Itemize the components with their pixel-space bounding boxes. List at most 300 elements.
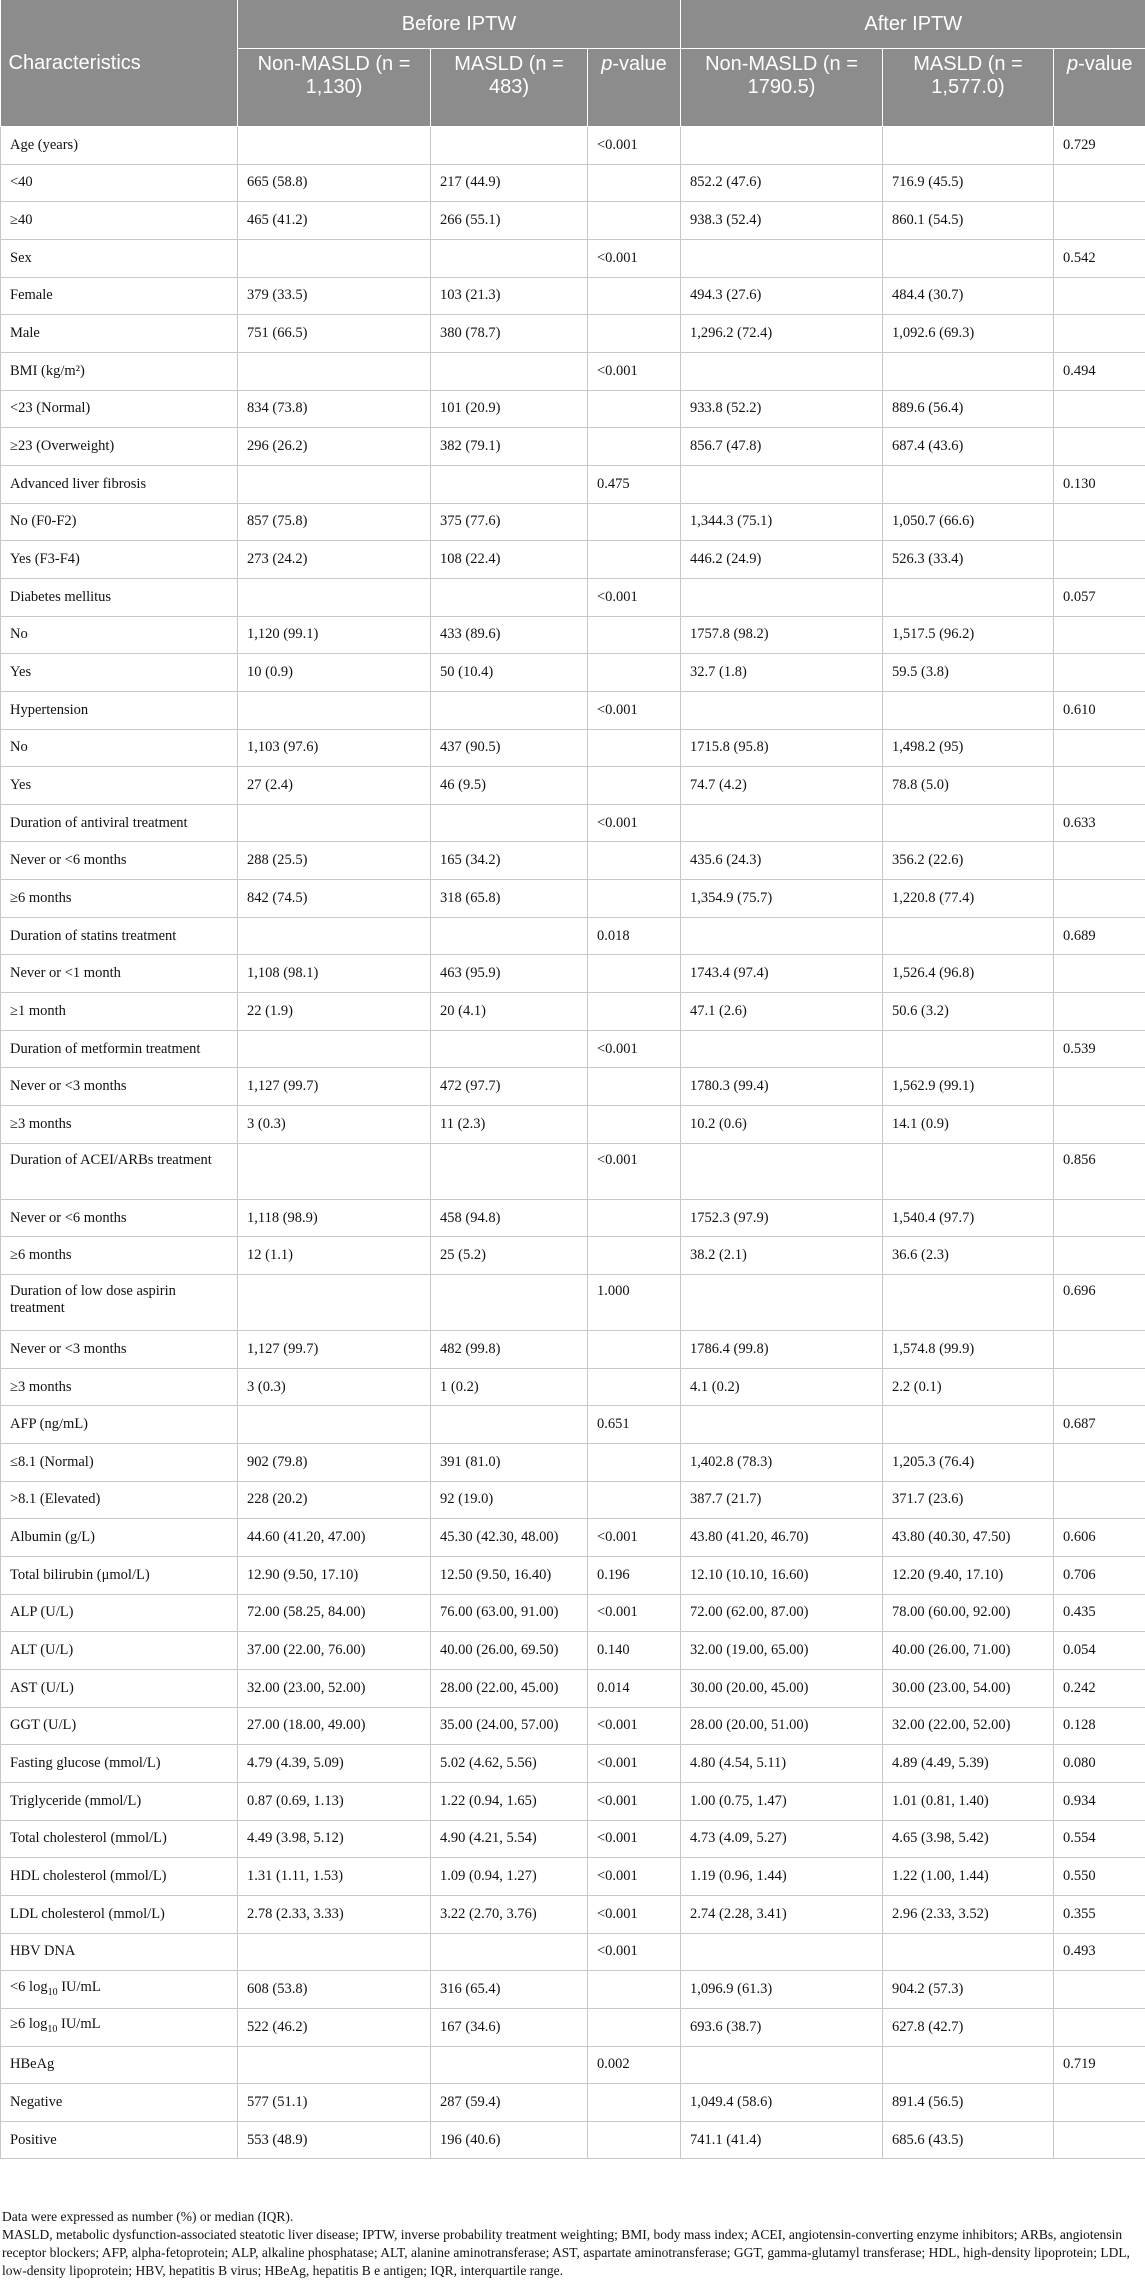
table-cell bbox=[238, 1030, 431, 1068]
before-non-masld-header: Non-MASLD (n = 1,130) bbox=[238, 49, 431, 127]
table-cell bbox=[588, 1068, 681, 1106]
table-cell: 484.4 (30.7) bbox=[883, 277, 1054, 315]
table-cell: 1.09 (0.94, 1.27) bbox=[431, 1858, 588, 1896]
table-row bbox=[1, 2008, 1145, 2046]
table-cell: 12.10 (10.10, 16.60) bbox=[681, 1556, 883, 1594]
table-cell: 4.73 (4.09, 5.27) bbox=[681, 1820, 883, 1858]
table-cell: 30.00 (23.00, 54.00) bbox=[883, 1669, 1054, 1707]
table-row bbox=[1, 127, 1145, 165]
table-cell: 2.78 (2.33, 3.33) bbox=[238, 1895, 431, 1933]
table-cell bbox=[238, 465, 431, 503]
table-cell: 902 (79.8) bbox=[238, 1444, 431, 1482]
table-cell: 0.435 bbox=[1054, 1594, 1145, 1632]
table-cell: 12.50 (9.50, 16.40) bbox=[431, 1556, 588, 1594]
table-cell: 608 (53.8) bbox=[238, 1971, 431, 2009]
table-cell: 375 (77.6) bbox=[431, 503, 588, 541]
table-cell: 1743.4 (97.4) bbox=[681, 955, 883, 993]
table-cell: <0.001 bbox=[588, 127, 681, 165]
table-cell bbox=[588, 767, 681, 805]
table-cell bbox=[431, 1275, 588, 1331]
table-cell bbox=[1054, 729, 1145, 767]
table-cell: 1,092.6 (69.3) bbox=[883, 315, 1054, 353]
table-cell bbox=[1054, 1331, 1145, 1369]
table-cell bbox=[1054, 616, 1145, 654]
table-cell: 5.02 (4.62, 5.56) bbox=[431, 1745, 588, 1783]
table-row bbox=[1, 164, 1145, 202]
table-row bbox=[1, 804, 1145, 842]
table-cell: 0.057 bbox=[1054, 578, 1145, 616]
table-cell: 1,344.3 (75.1) bbox=[681, 503, 883, 541]
table-cell bbox=[588, 503, 681, 541]
table-row bbox=[1, 1481, 1145, 1519]
table-row bbox=[1, 1519, 1145, 1557]
table-cell bbox=[431, 1406, 588, 1444]
table-cell bbox=[588, 315, 681, 353]
table-cell: 3.22 (2.70, 3.76) bbox=[431, 1895, 588, 1933]
table-cell: 463 (95.9) bbox=[431, 955, 588, 993]
table-row bbox=[1, 1444, 1145, 1482]
table-cell: 0.140 bbox=[588, 1632, 681, 1670]
table-cell: 28.00 (20.00, 51.00) bbox=[681, 1707, 883, 1745]
table-cell bbox=[238, 239, 431, 277]
table-cell: 78.8 (5.0) bbox=[883, 767, 1054, 805]
table-cell: 0.242 bbox=[1054, 1669, 1145, 1707]
table-cell: 10.2 (0.6) bbox=[681, 1106, 883, 1144]
table-cell: 1,354.9 (75.7) bbox=[681, 880, 883, 918]
table-cell: 1.19 (0.96, 1.44) bbox=[681, 1858, 883, 1896]
table-cell bbox=[681, 1275, 883, 1331]
table-cell: <0.001 bbox=[588, 1933, 681, 1971]
table-cell: 522 (46.2) bbox=[238, 2008, 431, 2046]
table-cell: 1,220.8 (77.4) bbox=[883, 880, 1054, 918]
table-cell: 1,574.8 (99.9) bbox=[883, 1331, 1054, 1369]
table-cell: 38.2 (2.1) bbox=[681, 1237, 883, 1275]
table-cell: Never or <3 months bbox=[1, 1331, 238, 1369]
table-cell bbox=[588, 2084, 681, 2122]
table-row bbox=[1, 1669, 1145, 1707]
table-cell: Duration of metformin treatment bbox=[1, 1030, 238, 1068]
table-cell: Fasting glucose (mmol/L) bbox=[1, 1745, 238, 1783]
table-row bbox=[1, 1199, 1145, 1237]
table-cell bbox=[431, 917, 588, 955]
table-cell: 889.6 (56.4) bbox=[883, 390, 1054, 428]
table-cell: 10 (0.9) bbox=[238, 654, 431, 692]
table-cell: 1,517.5 (96.2) bbox=[883, 616, 1054, 654]
table-cell: 74.7 (4.2) bbox=[681, 767, 883, 805]
table-cell: 20 (4.1) bbox=[431, 993, 588, 1031]
table-cell bbox=[681, 1030, 883, 1068]
table-footnote bbox=[0, 2208, 1139, 2280]
table-cell: 167 (34.6) bbox=[431, 2008, 588, 2046]
table-cell: 4.89 (4.49, 5.39) bbox=[883, 1745, 1054, 1783]
table-cell bbox=[431, 2046, 588, 2084]
table-cell: 25 (5.2) bbox=[431, 1237, 588, 1275]
table-row bbox=[1, 767, 1145, 805]
after-masld-header: MASLD (n = 1,577.0) bbox=[883, 49, 1054, 127]
table-cell: ≥23 (Overweight) bbox=[1, 428, 238, 466]
table-cell bbox=[431, 1933, 588, 1971]
table-cell bbox=[681, 917, 883, 955]
table-cell: 446.2 (24.9) bbox=[681, 541, 883, 579]
table-cell: 1,205.3 (76.4) bbox=[883, 1444, 1054, 1482]
table-cell: 1,127 (99.7) bbox=[238, 1068, 431, 1106]
table-cell bbox=[681, 239, 883, 277]
table-cell: 437 (90.5) bbox=[431, 729, 588, 767]
table-cell: ALP (U/L) bbox=[1, 1594, 238, 1632]
table-cell: 78.00 (60.00, 92.00) bbox=[883, 1594, 1054, 1632]
table-cell bbox=[1054, 2084, 1145, 2122]
table-cell: 856.7 (47.8) bbox=[681, 428, 883, 466]
table-cell: Never or <6 months bbox=[1, 842, 238, 880]
table-cell bbox=[681, 127, 883, 165]
table-cell bbox=[238, 804, 431, 842]
table-cell: 72.00 (62.00, 87.00) bbox=[681, 1594, 883, 1632]
table-row bbox=[1, 1895, 1145, 1933]
table-cell: 577 (51.1) bbox=[238, 2084, 431, 2122]
table-cell: 1715.8 (95.8) bbox=[681, 729, 883, 767]
table-cell: <0.001 bbox=[588, 1782, 681, 1820]
table-cell bbox=[588, 993, 681, 1031]
table-cell: 32.7 (1.8) bbox=[681, 654, 883, 692]
table-cell bbox=[883, 1030, 1054, 1068]
table-cell bbox=[588, 164, 681, 202]
table-cell: ≥40 bbox=[1, 202, 238, 240]
table-cell bbox=[588, 202, 681, 240]
table-cell: 14.1 (0.9) bbox=[883, 1106, 1054, 1144]
table-cell: 45.30 (42.30, 48.00) bbox=[431, 1519, 588, 1557]
table-cell: 3 (0.3) bbox=[238, 1106, 431, 1144]
table-cell: 0.080 bbox=[1054, 1745, 1145, 1783]
table-cell: Total cholesterol (mmol/L) bbox=[1, 1820, 238, 1858]
table-row bbox=[1, 202, 1145, 240]
table-cell bbox=[588, 1444, 681, 1482]
table-cell: 4.1 (0.2) bbox=[681, 1368, 883, 1406]
table-cell: <0.001 bbox=[588, 1594, 681, 1632]
table-cell: 1752.3 (97.9) bbox=[681, 1199, 883, 1237]
table-cell: Yes bbox=[1, 654, 238, 692]
table-cell bbox=[681, 352, 883, 390]
table-cell: 0.014 bbox=[588, 1669, 681, 1707]
table-cell bbox=[431, 1030, 588, 1068]
table-cell bbox=[1054, 1971, 1145, 2009]
table-cell: 0.493 bbox=[1054, 1933, 1145, 1971]
table-cell bbox=[883, 578, 1054, 616]
table-cell: 1.22 (0.94, 1.65) bbox=[431, 1782, 588, 1820]
table-cell: 526.3 (33.4) bbox=[883, 541, 1054, 579]
table-cell bbox=[883, 1275, 1054, 1331]
table-cell bbox=[588, 2008, 681, 2046]
table-cell: 92 (19.0) bbox=[431, 1481, 588, 1519]
table-cell: 0.002 bbox=[588, 2046, 681, 2084]
table-cell: Duration of low dose aspirin treatment bbox=[1, 1275, 238, 1331]
table-cell: ≥3 months bbox=[1, 1368, 238, 1406]
table-cell: 380 (78.7) bbox=[431, 315, 588, 353]
table-cell: <40 bbox=[1, 164, 238, 202]
table-cell bbox=[1054, 1444, 1145, 1482]
table-cell: 0.706 bbox=[1054, 1556, 1145, 1594]
table-cell: ALT (U/L) bbox=[1, 1632, 238, 1670]
table-cell: 4.65 (3.98, 5.42) bbox=[883, 1820, 1054, 1858]
table-cell: 266 (55.1) bbox=[431, 202, 588, 240]
table-cell: 0.554 bbox=[1054, 1820, 1145, 1858]
table-cell: 47.1 (2.6) bbox=[681, 993, 883, 1031]
table-cell: 12.20 (9.40, 17.10) bbox=[883, 1556, 1054, 1594]
table-cell: 0.128 bbox=[1054, 1707, 1145, 1745]
table-cell: <6 $\log_{10} IU/mL$ bbox=[1, 1971, 238, 2009]
table-cell bbox=[588, 842, 681, 880]
table-cell: 46 (9.5) bbox=[431, 767, 588, 805]
table-cell: 1,526.4 (96.8) bbox=[883, 955, 1054, 993]
table-cell: 433 (89.6) bbox=[431, 616, 588, 654]
table-cell: 391 (81.0) bbox=[431, 1444, 588, 1482]
table-cell: 40.00 (26.00, 71.00) bbox=[883, 1632, 1054, 1670]
table-cell bbox=[883, 465, 1054, 503]
table-cell bbox=[883, 917, 1054, 955]
table-cell: Advanced liver fibrosis bbox=[1, 465, 238, 503]
table-cell: 50 (10.4) bbox=[431, 654, 588, 692]
table-cell bbox=[1054, 1237, 1145, 1275]
table-cell: 553 (48.9) bbox=[238, 2121, 431, 2159]
before-p-value-header: p-value bbox=[588, 49, 681, 127]
table-cell: 36.6 (2.3) bbox=[883, 1237, 1054, 1275]
table-cell: 0.606 bbox=[1054, 1519, 1145, 1557]
table-row bbox=[1, 465, 1145, 503]
table-cell bbox=[1054, 767, 1145, 805]
table-cell: 458 (94.8) bbox=[431, 1199, 588, 1237]
table-row bbox=[1, 1068, 1145, 1106]
table-cell: 842 (74.5) bbox=[238, 880, 431, 918]
table-cell: 1,402.8 (78.3) bbox=[681, 1444, 883, 1482]
table-cell bbox=[588, 955, 681, 993]
table-cell: 494.3 (27.6) bbox=[681, 277, 883, 315]
table-row bbox=[1, 616, 1145, 654]
table-cell: 101 (20.9) bbox=[431, 390, 588, 428]
table-cell: <0.001 bbox=[588, 1707, 681, 1745]
table-cell bbox=[588, 616, 681, 654]
table-row bbox=[1, 1933, 1145, 1971]
table-row bbox=[1, 1106, 1145, 1144]
table-cell bbox=[883, 1933, 1054, 1971]
table-cell: 857 (75.8) bbox=[238, 503, 431, 541]
table-row bbox=[1, 1858, 1145, 1896]
table-cell: 665 (58.8) bbox=[238, 164, 431, 202]
table-cell: 0.610 bbox=[1054, 691, 1145, 729]
table-cell bbox=[1054, 202, 1145, 240]
table-cell: 72.00 (58.25, 84.00) bbox=[238, 1594, 431, 1632]
table-cell: 27.00 (18.00, 49.00) bbox=[238, 1707, 431, 1745]
table-cell: 1,296.2 (72.4) bbox=[681, 315, 883, 353]
table-cell bbox=[431, 352, 588, 390]
table-cell bbox=[238, 917, 431, 955]
table-cell: 751 (66.5) bbox=[238, 315, 431, 353]
table-cell: 0.696 bbox=[1054, 1275, 1145, 1331]
table-cell: 316 (65.4) bbox=[431, 1971, 588, 2009]
table-cell bbox=[431, 239, 588, 277]
table-cell: 12 (1.1) bbox=[238, 1237, 431, 1275]
table-cell bbox=[588, 2121, 681, 2159]
table-row bbox=[1, 1745, 1145, 1783]
table-cell: 1.22 (1.00, 1.44) bbox=[883, 1858, 1054, 1896]
table-cell: 938.3 (52.4) bbox=[681, 202, 883, 240]
after-iptw-header: After IPTW bbox=[681, 0, 1145, 49]
table-cell: 44.60 (41.20, 47.00) bbox=[238, 1519, 431, 1557]
table-row bbox=[1, 428, 1145, 466]
table-cell: 3 (0.3) bbox=[238, 1368, 431, 1406]
table-cell: <0.001 bbox=[588, 1143, 681, 1199]
table-cell: HDL cholesterol (mmol/L) bbox=[1, 1858, 238, 1896]
table-cell bbox=[431, 1143, 588, 1199]
table-cell: >8.1 (Elevated) bbox=[1, 1481, 238, 1519]
table-cell bbox=[681, 691, 883, 729]
table-cell: 4.49 (3.98, 5.12) bbox=[238, 1820, 431, 1858]
after-non-masld-header: Non-MASLD (n = 1790.5) bbox=[681, 49, 883, 127]
table-row bbox=[1, 1971, 1145, 2009]
table-cell: 27 (2.4) bbox=[238, 767, 431, 805]
table-cell: <0.001 bbox=[588, 1820, 681, 1858]
table-cell: 0.494 bbox=[1054, 352, 1145, 390]
table-cell bbox=[681, 804, 883, 842]
table-cell: ≥6 $\log_{10} IU/mL$ bbox=[1, 2008, 238, 2046]
table-cell bbox=[238, 1275, 431, 1331]
table-cell bbox=[588, 654, 681, 692]
table-cell: Age (years) bbox=[1, 127, 238, 165]
table-cell bbox=[883, 804, 1054, 842]
table-row bbox=[1, 503, 1145, 541]
table-cell: 1,050.7 (66.6) bbox=[883, 503, 1054, 541]
table-cell: 465 (41.2) bbox=[238, 202, 431, 240]
table-cell: 288 (25.5) bbox=[238, 842, 431, 880]
table-row bbox=[1, 1707, 1145, 1745]
table-cell: 1,103 (97.6) bbox=[238, 729, 431, 767]
table-cell bbox=[1054, 1368, 1145, 1406]
table-cell: Never or <6 months bbox=[1, 1199, 238, 1237]
table-cell bbox=[883, 1143, 1054, 1199]
before-masld-header: MASLD (n = 483) bbox=[431, 49, 588, 127]
table-cell: 435.6 (24.3) bbox=[681, 842, 883, 880]
table-cell: LDL cholesterol (mmol/L) bbox=[1, 1895, 238, 1933]
table-row bbox=[1, 2084, 1145, 2122]
table-cell: 0.689 bbox=[1054, 917, 1145, 955]
table-cell bbox=[588, 1237, 681, 1275]
table-row bbox=[1, 654, 1145, 692]
table-row bbox=[1, 2046, 1145, 2084]
table-cell: 693.6 (38.7) bbox=[681, 2008, 883, 2046]
table-cell: 1,108 (98.1) bbox=[238, 955, 431, 993]
table-cell: Duration of antiviral treatment bbox=[1, 804, 238, 842]
table-row bbox=[1, 691, 1145, 729]
table-cell: 1,118 (98.9) bbox=[238, 1199, 431, 1237]
table-row bbox=[1, 352, 1145, 390]
table-row bbox=[1, 1556, 1145, 1594]
table-row bbox=[1, 880, 1145, 918]
table-cell: Negative bbox=[1, 2084, 238, 2122]
table-cell: ≥1 month bbox=[1, 993, 238, 1031]
table-cell bbox=[238, 352, 431, 390]
table-cell bbox=[1054, 2008, 1145, 2046]
table-cell: 379 (33.5) bbox=[238, 277, 431, 315]
table-cell: Never or <3 months bbox=[1, 1068, 238, 1106]
table-cell: 287 (59.4) bbox=[431, 2084, 588, 2122]
table-cell bbox=[681, 578, 883, 616]
table-cell: Triglyceride (mmol/L) bbox=[1, 1782, 238, 1820]
table-cell bbox=[883, 127, 1054, 165]
table-cell bbox=[431, 691, 588, 729]
table-cell: 852.2 (47.6) bbox=[681, 164, 883, 202]
table-cell bbox=[1054, 1068, 1145, 1106]
table-cell: 59.5 (3.8) bbox=[883, 654, 1054, 692]
table-row bbox=[1, 955, 1145, 993]
table-row bbox=[1, 1632, 1145, 1670]
table-row bbox=[1, 2121, 1145, 2159]
before-iptw-header: Before IPTW bbox=[238, 0, 681, 49]
table-cell: 228 (20.2) bbox=[238, 1481, 431, 1519]
table-cell: <0.001 bbox=[588, 1519, 681, 1557]
table-cell: 30.00 (20.00, 45.00) bbox=[681, 1669, 883, 1707]
table-cell: HBeAg bbox=[1, 2046, 238, 2084]
table-cell: AFP (ng/mL) bbox=[1, 1406, 238, 1444]
table-cell: Positive bbox=[1, 2121, 238, 2159]
table-cell: 0.196 bbox=[588, 1556, 681, 1594]
table-cell bbox=[238, 691, 431, 729]
table-cell: <0.001 bbox=[588, 1895, 681, 1933]
table-row bbox=[1, 390, 1145, 428]
table-cell: 0.475 bbox=[588, 465, 681, 503]
table-cell bbox=[238, 1933, 431, 1971]
table-cell: 0.018 bbox=[588, 917, 681, 955]
table-cell bbox=[1054, 2121, 1145, 2159]
table-cell: GGT (U/L) bbox=[1, 1707, 238, 1745]
table-cell: 716.9 (45.5) bbox=[883, 164, 1054, 202]
table-row bbox=[1, 315, 1145, 353]
table-cell: 0.130 bbox=[1054, 465, 1145, 503]
characteristics-header: Characteristics bbox=[1, 0, 238, 127]
table-cell bbox=[588, 1106, 681, 1144]
table-row bbox=[1, 1406, 1145, 1444]
table-cell: 4.90 (4.21, 5.54) bbox=[431, 1820, 588, 1858]
table-row bbox=[1, 1368, 1145, 1406]
table-cell: 356.2 (22.6) bbox=[883, 842, 1054, 880]
after-p-value-header: p-value bbox=[1054, 49, 1145, 127]
table-cell: 0.550 bbox=[1054, 1858, 1145, 1896]
table-cell: 22 (1.9) bbox=[238, 993, 431, 1031]
table-cell: 196 (40.6) bbox=[431, 2121, 588, 2159]
table-cell bbox=[238, 578, 431, 616]
table-cell: 472 (97.7) bbox=[431, 1068, 588, 1106]
table-cell bbox=[588, 428, 681, 466]
table-cell bbox=[681, 1933, 883, 1971]
table-row bbox=[1, 1820, 1145, 1858]
table-cell bbox=[1054, 1106, 1145, 1144]
table-cell: 32.00 (19.00, 65.00) bbox=[681, 1632, 883, 1670]
table-cell: 687.4 (43.6) bbox=[883, 428, 1054, 466]
table-cell: 318 (65.8) bbox=[431, 880, 588, 918]
table-cell: 834 (73.8) bbox=[238, 390, 431, 428]
table-body bbox=[1, 127, 1145, 2159]
table-cell: ≥3 months bbox=[1, 1106, 238, 1144]
table-cell: 11 (2.3) bbox=[431, 1106, 588, 1144]
table-cell bbox=[238, 1143, 431, 1199]
table-cell: 0.729 bbox=[1054, 127, 1145, 165]
table-cell bbox=[1054, 955, 1145, 993]
table-cell: <0.001 bbox=[588, 804, 681, 842]
table-row bbox=[1, 1594, 1145, 1632]
table-cell: <0.001 bbox=[588, 1745, 681, 1783]
table-cell: 0.355 bbox=[1054, 1895, 1145, 1933]
table-cell: No bbox=[1, 616, 238, 654]
table-cell bbox=[1054, 428, 1145, 466]
table-row bbox=[1, 1143, 1145, 1199]
table-cell: Yes bbox=[1, 767, 238, 805]
